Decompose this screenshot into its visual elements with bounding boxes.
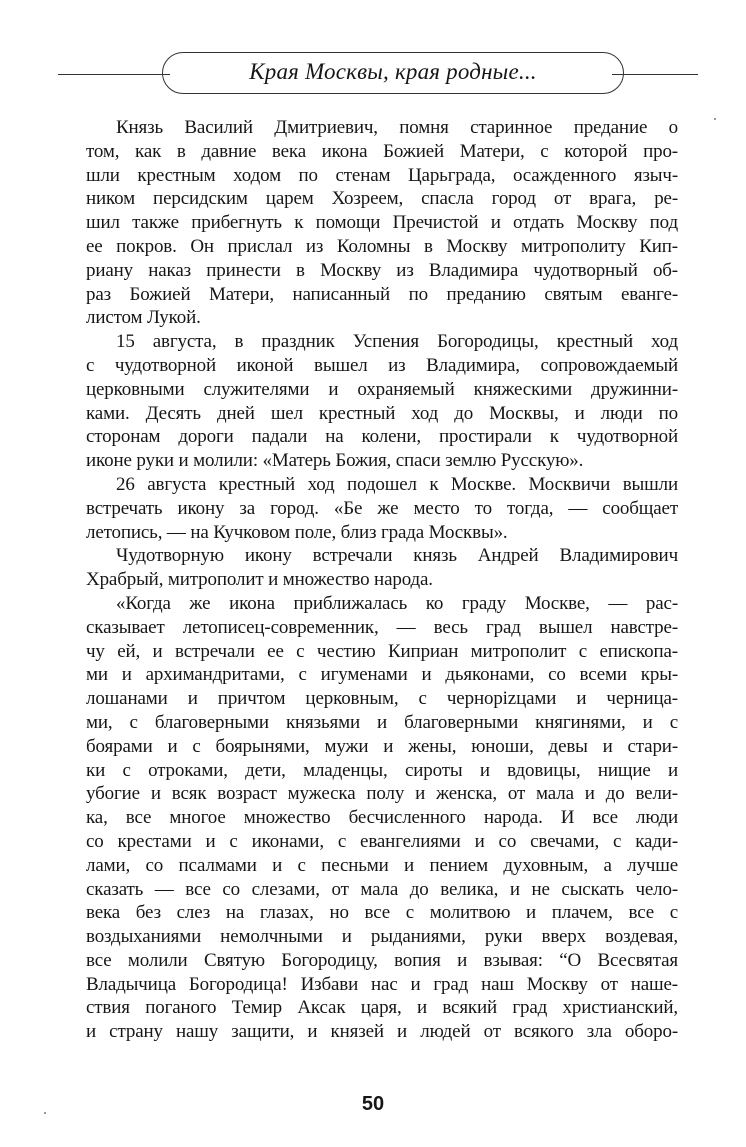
text-line: церковными служителями и охраняемый княжескими дружинни- [86,378,678,400]
text-line: ки с отроками, дети, младенцы, сироты и вдовицы, нищие и [86,759,678,781]
text-line: с чудотворной иконой вышел из Владимира, сопровождаемый [86,354,678,376]
text-line: боярами и с боярынями, мужи и жены, юноши, девы и стари- [86,735,678,757]
text-line: убогие и всяк возраст мужеска полу и женска, от мала и до вели- [86,783,678,805]
text-line: ками. Десять дней шел крестный ход до Москвы, и люди по [86,402,678,424]
text-line: лошанами и причтом церковным, с чернорizцами и черница- [86,688,678,710]
text-line: раз Божией Матери, написанный по преданию святым еванге- [86,283,678,305]
text-line: со крестами и с иконами, с евангелиями и со свечами, с кади- [86,830,678,852]
text-line: Владычица Богородица! Избави нас и град наш Москву от наше- [86,973,678,995]
text-line: и страну нашу защити, и князей и людей от всякого зла оборо- [86,1021,678,1043]
text-line: риану наказ принести в Москву из Владимира чудотворный об- [86,259,678,281]
text-line: летопись, — на Кучковом поле, близ града Москвы». [86,521,508,543]
text-line: иконе руки и молили: «Матерь Божия, спаси землю Русскую». [86,450,584,472]
header-rule-left [58,74,170,75]
text-line: Храбрый, митрополит и множество народа. [86,569,433,591]
text-line: ствия поганого Темир Аксак царя, и всякий град христианский, [86,997,678,1019]
text-line: 15 августа, в праздник Успения Богородицы, крестный ход [116,331,678,353]
text-line: сказывает летописец-современник, — весь град вышел навстре- [86,616,678,638]
text-line: ми, с благоверными князьями и благоверными княгинями, и с [86,711,678,733]
text-line: Чудотворную икону встречали князь Андрей Владимирович [116,545,678,567]
text-line: Князь Василий Дмитриевич, помня старинное предание о [116,117,678,138]
text-line: чу ей, и встречали ее с честию Киприан митрополит с епископа- [86,640,678,662]
body-text [86,116,678,1044]
header-frame [162,52,624,94]
text-line: ми и архимандритами, с игуменами и дьяконами, со всеми кры- [86,664,678,686]
text-line: века без слез на глазах, но все с молитвою и плачем, все с [86,902,678,924]
text-line: том, как в давние века икона Божией Матери, с которой про- [86,140,678,162]
scan-speck [714,118,716,120]
header-rule-right [612,74,698,75]
text-line: сказать — все со слезами, от мала до велика, и не сыскать чело- [86,878,678,900]
page-number: 50 [361,1093,385,1115]
text-line: сторонам дороги падали на колени, простирали к чудотворной [86,426,678,448]
text-line: ником персидским царем Хозреем, спасла город от врага, ре- [86,188,678,210]
text-line: лами, со псалмами и с песньми и пением духовным, а лучше [86,854,678,876]
text-line: ее покров. Он прислал из Коломны в Москву митрополиту Кип- [86,235,678,257]
text-line: 26 августа крестный ход подошел к Москве. Москвичи вышли [116,473,678,495]
text-line: шли крестным ходом по стенам Царьграда, осажденного языч- [86,164,678,186]
running-header [58,48,698,100]
header-title: Края Москвы, края родные... [249,59,537,84]
text-line: шил также прибегнуть к помощи Пречистой и отдать Москву под [86,212,678,234]
text-line: ка, все многое множество бесчисленного народа. И все люди [86,807,678,829]
scan-speck [44,1112,46,1114]
text-line: все молили Святую Богородицу, вопия и взывая: “О Всесвятая [86,949,678,971]
text-line: «Когда же икона приближалась ко граду Москве, — рас- [116,592,678,614]
text-line: воздыханиями немолчными и рыданиями, руки вверх воздевая, [86,926,678,948]
text-line: встречать икону за город. «Бе же место то тогда, — сообщает [86,497,678,519]
text-line: листом Лукой. [86,307,201,329]
